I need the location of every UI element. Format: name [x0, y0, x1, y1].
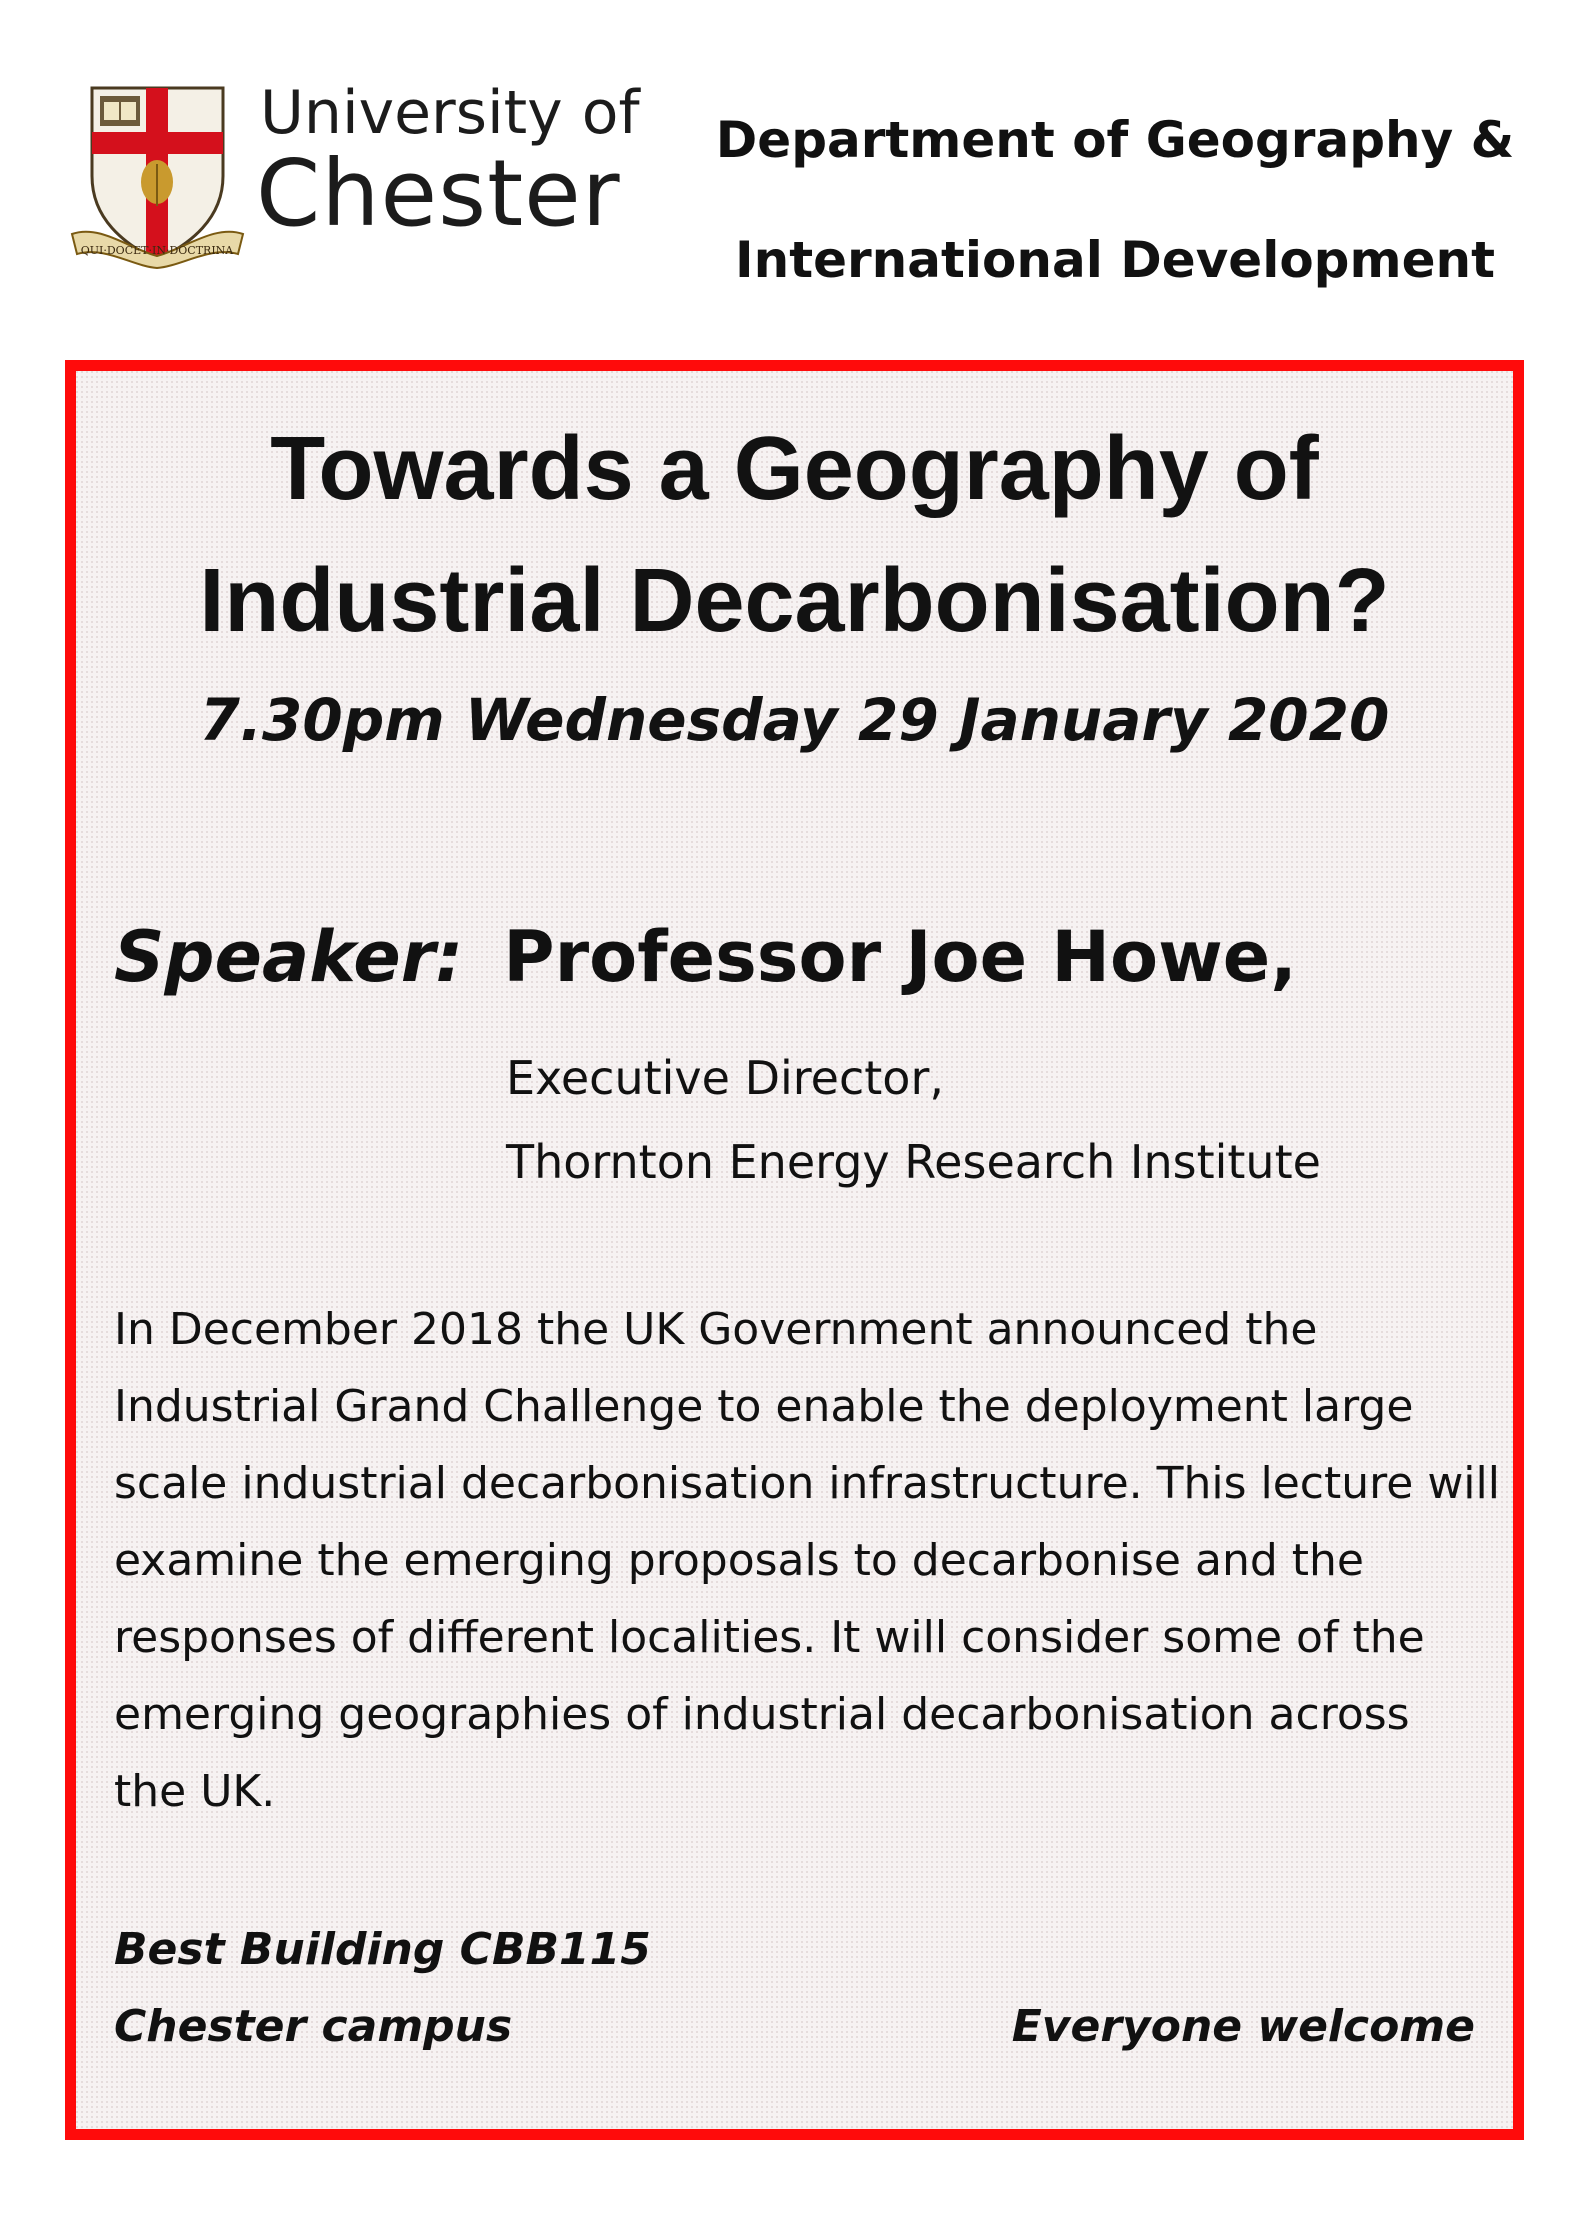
- abstract-line: scale industrial decarbonisation infrastructure. This lecture will: [114, 1458, 1500, 1509]
- abstract-line: examine the emerging proposals to decarbonise and the: [114, 1535, 1364, 1586]
- event-datetime: 7.30pm Wednesday 29 January 2020: [199, 686, 1390, 754]
- event-title: [76, 403, 1513, 667]
- abstract-line: Industrial Grand Challenge to enable the deployment large: [114, 1381, 1414, 1432]
- event-abstract: [114, 1291, 1500, 1830]
- speaker-role: Executive Director,: [506, 1051, 944, 1105]
- event-title-line-1: Towards a Geography of: [270, 419, 1319, 519]
- poster-header: [0, 0, 1589, 340]
- everyone-welcome: Everyone welcome: [1011, 2001, 1475, 2052]
- speaker-affiliation: [506, 1036, 1321, 1204]
- crest-motto: QUI·DOCET·IN·DOCTRINA: [80, 244, 234, 257]
- abstract-line: emerging geographies of industrial decarbonisation across: [114, 1689, 1410, 1740]
- speaker-name: Professor Joe Howe,: [503, 916, 1297, 998]
- department-line-1: Department of Geography &: [715, 111, 1515, 169]
- venue-building: Best Building CBB115: [114, 1924, 651, 1975]
- event-frame: [65, 360, 1524, 2140]
- logo-text-chester: Chester: [256, 140, 621, 247]
- crest-icon: [70, 84, 245, 269]
- department-name: [680, 80, 1550, 320]
- university-logo: [70, 78, 650, 278]
- event-title-line-2: Industrial Decarbonisation?: [199, 551, 1390, 651]
- event-venue: [114, 1911, 651, 2065]
- abstract-line: the UK.: [114, 1766, 276, 1817]
- department-line-2: International Development: [735, 231, 1495, 289]
- venue-campus: Chester campus: [114, 2001, 513, 2052]
- speaker-line: [114, 916, 1297, 998]
- abstract-line: responses of different localities. It will consider some of the: [114, 1612, 1425, 1663]
- logo-text-university-of: University of: [260, 78, 640, 148]
- abstract-line: In December 2018 the UK Government announced the: [114, 1304, 1318, 1355]
- speaker-organisation: Thornton Energy Research Institute: [506, 1135, 1321, 1189]
- speaker-label: Speaker:: [114, 916, 464, 998]
